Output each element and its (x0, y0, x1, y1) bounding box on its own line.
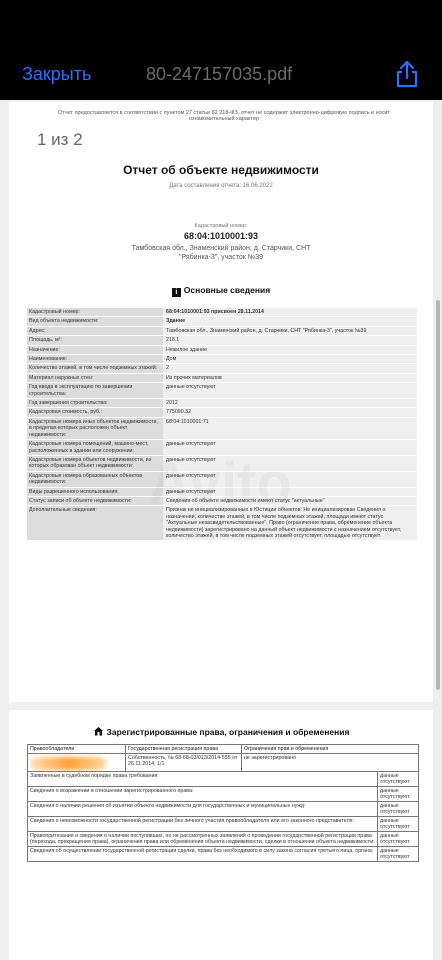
row-label: Адрес: (27, 327, 163, 335)
table-row (27, 317, 417, 326)
section-main-info-title: Основные сведения (183, 285, 271, 295)
row-value: данные отсутствуют (380, 773, 410, 785)
table-row (28, 846, 418, 861)
table-row (27, 399, 417, 408)
row-value: 68:04:1010001:71 (163, 418, 417, 439)
row-value: Тамбовская обл., Знаменский район, д. Старчики, СНТ "Рябинка-3", участок №39 (163, 327, 417, 335)
row-label: Назначение: (27, 346, 163, 354)
redaction-blur (30, 757, 106, 770)
table-row (27, 346, 417, 355)
row-label: Сведения о невозможности государственной регистрации без личного участия правообладателя или его законного представителя: (28, 817, 378, 831)
row-label: Сведения о наличии решения об изъятии объекта недвижимости для государственных и муниципальных нужд: (28, 802, 378, 816)
scrollbar[interactable] (436, 300, 440, 690)
table-row (27, 408, 417, 417)
page-counter: 1 из 2 (37, 130, 83, 149)
row-label: Кадастровый номер: (27, 308, 163, 316)
row-value: данные отсутствуют (380, 788, 410, 800)
row-label: Виды разрешенного использования: (27, 488, 163, 496)
report-date: Дата составления отчета: 16.06.2022 (169, 183, 273, 189)
row-value: 2 (163, 364, 417, 372)
row-label: Количество этажей, в том числе подземных этажей: (27, 364, 163, 372)
row-label: Кадастровая стоимость, руб.: (27, 408, 163, 416)
top-bar (0, 0, 442, 100)
table-row (28, 801, 418, 816)
table-row (28, 786, 418, 801)
table-row (27, 336, 417, 345)
address-line-1: Тамбовская обл., Знаменский район, д. Старчики, СНТ (131, 245, 311, 252)
document-title: Отчет об объекте недвижимости (123, 163, 319, 177)
row-label: Сведения об осуществлении государственной регистрации сделки, права без необходимого в силу закона согласия третьего лица, органа: (28, 847, 378, 861)
holder-name-redacted (28, 754, 126, 771)
table-row (27, 418, 417, 440)
row-value: данные отсутствуют (380, 803, 410, 815)
row-label: Наименование: (27, 355, 163, 363)
row-label: Сведения о возражении в отношении зарегистрированного права: (28, 787, 378, 801)
table-row (27, 355, 417, 364)
table-row (27, 364, 417, 373)
row-value: данные отсутствуют (380, 818, 410, 830)
avito-watermark (149, 450, 292, 517)
row-label: Правопритязания и сведения о наличии поступивших, но не рассмотренных заявлений о проведении государственной регистрации права (перехода, прекращения права), ограничения права или обременения объекта недвижимости, сделки в отношении объекта недвижимости: (28, 832, 378, 846)
row-value: данные отсутствуют (163, 383, 417, 398)
section-rights-title: Зарегистрированные права, ограничения и обременения (106, 727, 350, 737)
table-row (28, 831, 418, 846)
row-value: данные отсутствуют (163, 456, 417, 471)
legal-notice: Отчет предоставляется в соответствии с пунктом 27 статьи 62 218-ФЗ, отчет не содержит электронно-цифровую подпись и носит ознакомительный характер (57, 110, 391, 122)
restrictions-value: не зарегистрировано (244, 755, 296, 761)
section-rights (9, 726, 433, 737)
row-value: Нежилое здание (163, 346, 417, 354)
header-registration: Государственная регистрация права (126, 745, 242, 753)
row-value: Здание (163, 317, 417, 325)
row-value: данные отсутствуют (163, 440, 417, 455)
row-label: Вид объекта недвижимости: (27, 317, 163, 325)
row-value: данные отсутствуют (163, 472, 417, 487)
table-row (27, 374, 417, 383)
row-value: 2012 (163, 399, 417, 407)
rights-table (27, 744, 419, 862)
row-label: Кадастровые номера объектов недвижимости, из которых образован объект недвижимости: (27, 456, 163, 471)
table-row (27, 308, 417, 317)
rights-holder-row (28, 753, 418, 771)
row-label: Площадь, м²: (27, 336, 163, 344)
close-button[interactable]: Закрыть (22, 64, 92, 84)
row-value: Дом (163, 355, 417, 363)
row-value: данные отсутствуют (163, 488, 417, 496)
row-value: данные отсутствуют (380, 848, 410, 860)
row-label: Материал наружных стен: (27, 374, 163, 382)
address-line-2: "Рябинка-3", участок №39 (178, 254, 264, 261)
cadastral-label: Кадастровый номер: (194, 223, 248, 229)
row-label: Год ввода в эксплуатацию по завершении строительства: (27, 383, 163, 398)
rights-table-header (28, 745, 418, 753)
row-label: Кадастровые номера иных объектов недвижимости, в пределах которых расположен объект недвижимости: (27, 418, 163, 439)
info-icon: i (172, 288, 181, 297)
row-label: Кадастровые номера помещений, машино-мест, расположенных в здании или сооружении: (27, 440, 163, 455)
share-icon[interactable] (394, 60, 420, 88)
row-value: Из прочих материалов (163, 374, 417, 382)
row-label: Заявленные в судебном порядке права требования: (28, 772, 378, 786)
header-restrictions: Ограничения прав и обременения (244, 746, 329, 752)
row-value: Сведения об объекте недвижимости имеют статус "актуальные" (163, 497, 417, 505)
row-value: 68:04:1010001:93 присвоен 28.11.2014 (163, 308, 417, 316)
table-row (27, 383, 417, 399)
section-main-info (9, 285, 433, 297)
row-label: Год завершения строительства: (27, 399, 163, 407)
row-label: Кадастровые номера образованных объектов недвижимости: (27, 472, 163, 487)
row-value: 218.1 (163, 336, 417, 344)
row-label: Дополнительные сведения: (27, 506, 163, 540)
pdf-page-2 (9, 710, 433, 960)
registration-value: Собственность, № 68-68-03/013/2014-555 от 26.11.2014, 1/1 (126, 754, 242, 771)
header-holders: Правообладатели (28, 745, 126, 753)
table-row (28, 816, 418, 831)
pdf-page-1 (9, 102, 433, 702)
file-name: 80-247157035.pdf (146, 64, 293, 84)
row-label: Статус записи об объекте недвижимости: (27, 497, 163, 505)
row-value: 775090.32 (163, 408, 417, 416)
row-value: данные отсутствуют (380, 833, 410, 845)
house-icon (93, 726, 104, 736)
cadastral-number: 68:04:1010001:93 (183, 231, 259, 241)
row-value: Признак не инициализированных в Юстиции объектов: Не инициализирован Сведения о назначении, количестве этажей, в том числе подземных этажей, площади имеют статус "Актуальные незасвидетельствованные". Право (ограничение права, обременение объекта недвижимости) зарегистрировано на данный объект недвижимости с назначением отсутствует, количество этажей, в том числе подземных этажей отсутствует, площадью отсутствует (163, 506, 417, 540)
table-row (27, 327, 417, 336)
table-row (28, 771, 418, 786)
